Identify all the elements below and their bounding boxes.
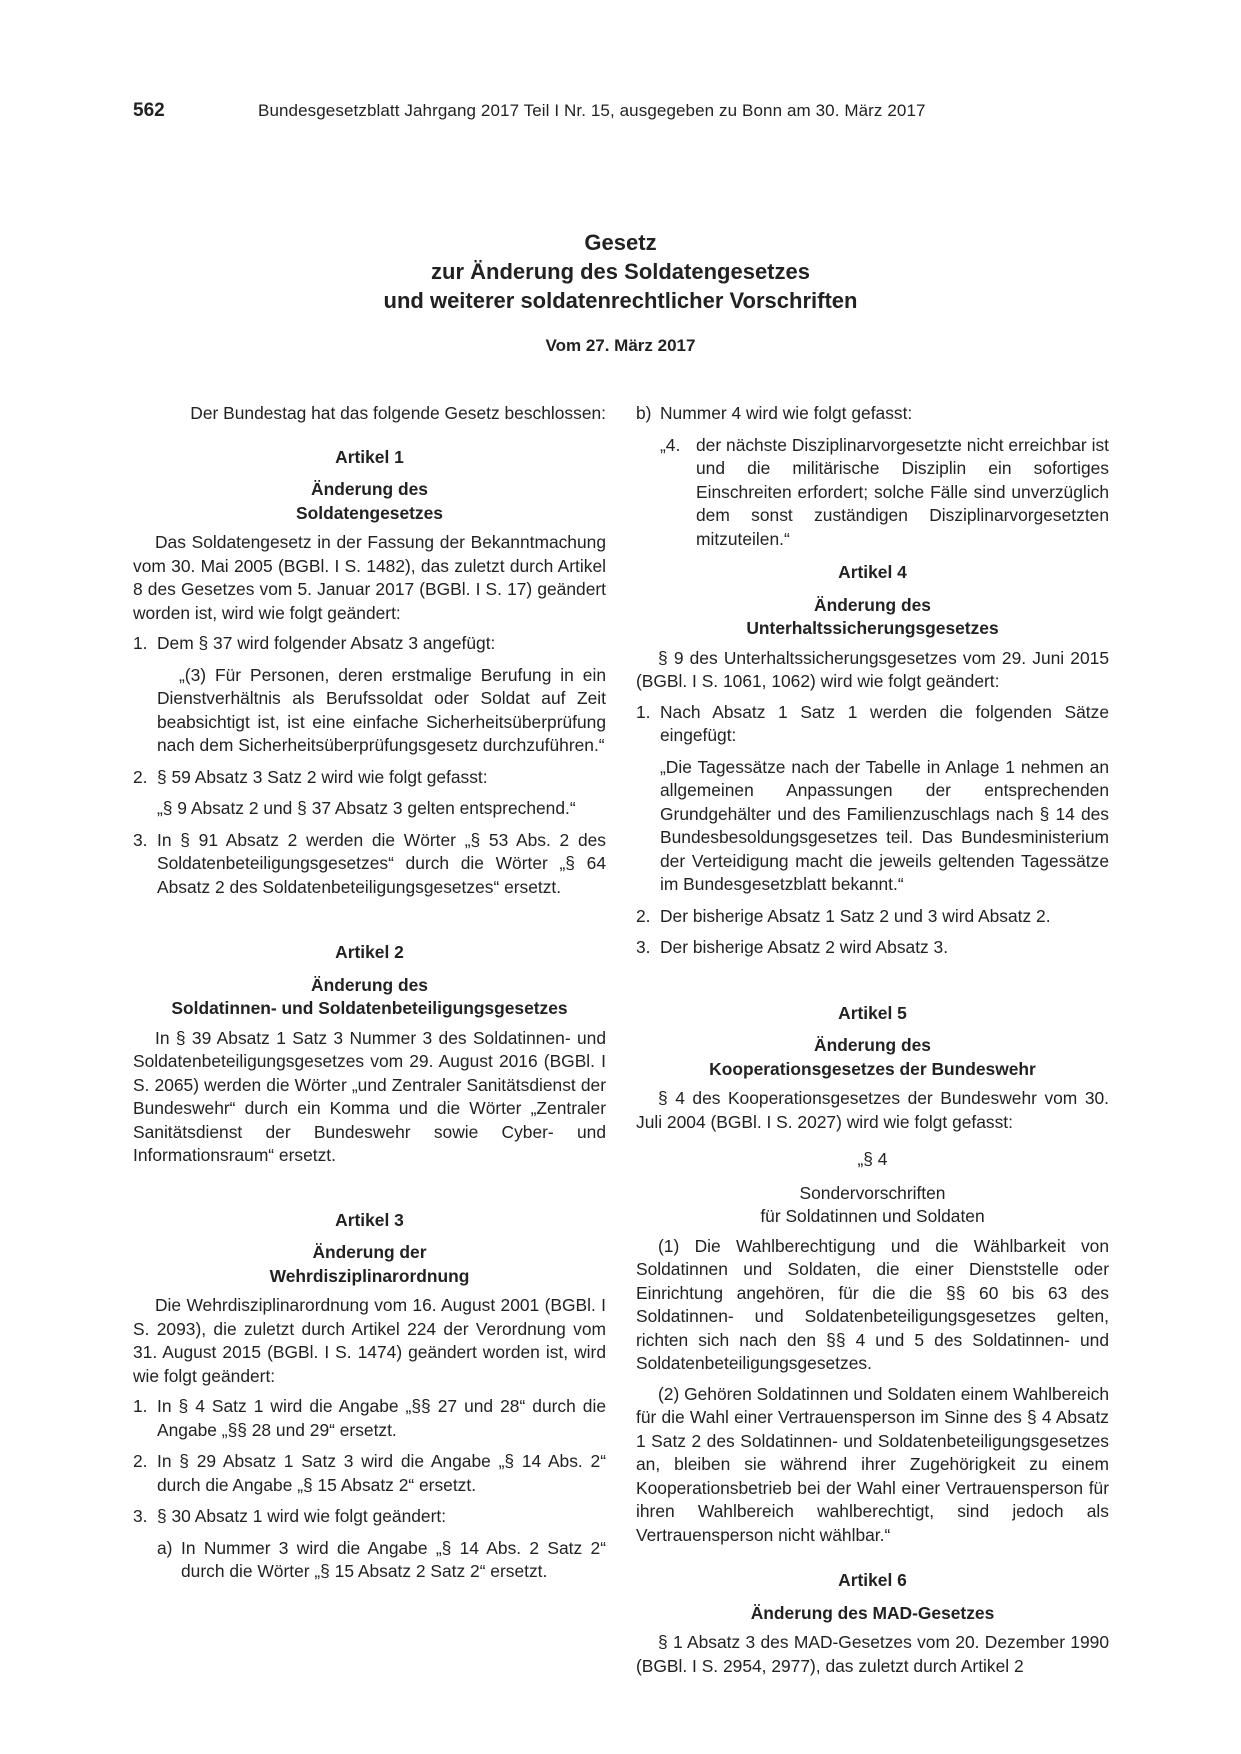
article-4-text: § 9 des Unterhaltssicherungsgesetzes vom 29. Juni 2015 (BGBl. I S. 1061, 1062) wird wie folgt geändert: [636, 647, 1109, 691]
list-item [133, 1450, 606, 1497]
article-3-text: Die Wehrdisziplinarordnung vom 16. August 2001 (BGBl. I S. 2093), die zuletzt durch Artikel 224 der Verordnung vom 31. August 2015 (BGBl. I S. 1474) geändert worden ist, wird wie folgt geändert: [133, 1295, 606, 1386]
list-item [133, 829, 606, 900]
list-item [133, 766, 606, 790]
title-line-2: zur Änderung des Soldatengesetzes [431, 259, 810, 284]
list-item [636, 905, 1109, 929]
item-number: 2. [636, 905, 651, 926]
item-number: 1. [133, 1396, 148, 1416]
quoted-text: „(3) Für Personen, deren erstmalige Berufung in ein Dienstverhältnis als Berufssoldat oder Soldat auf Zeit beabsichtigt ist, ist eine einfache Sicherheitsüberprüfung nach dem Sicherheitsüberprüfungsgesetz durchzuführen.“ [157, 664, 606, 755]
item-text: § 30 Absatz 1 wird wie folgt geändert: [157, 1506, 447, 1526]
paragraph-title-2: für Soldatinnen und Soldaten [760, 1206, 985, 1226]
article-2-subtitle-2: Soldatinnen- und Soldatenbeteiligungsgesetzes [171, 998, 568, 1018]
article-5-subtitle-2: Kooperationsgesetzes der Bundeswehr [709, 1058, 1036, 1079]
subitem-text: Nummer 4 wird wie folgt gefasst: [660, 403, 913, 423]
list-item [133, 632, 606, 656]
item-text: Nach Absatz 1 Satz 1 werden die folgenden Sätze eingefügt: [660, 701, 1109, 745]
article-5-heading: Artikel 5 [838, 1002, 907, 1023]
quoted-item-text: der nächste Disziplinarvorgesetzte nicht erreichbar ist und die militärische Disziplin ein sofortiges Einschreiten erfordert; solche Fälle sind unverzüglich dem sonst zuständigen Disziplinarvorgesetzten mitzuteilen.“ [696, 434, 1109, 549]
running-header: Bundesgesetzblatt Jahrgang 2017 Teil I Nr. 15, ausgegeben zu Bonn am 30. März 2017 [258, 101, 926, 120]
sub-list-item [157, 1537, 606, 1584]
article-4-subtitle-1: Änderung des [814, 594, 931, 615]
item-number: 3. [636, 937, 651, 957]
item-text: In § 91 Absatz 2 werden die Wörter „§ 53 Abs. 2 des Soldatenbeteiligungsgesetzes“ durch die Wörter „§ 64 Absatz 2 des Soldatenbeteiligungsgesetzes“ ersetzt. [157, 829, 606, 897]
subitem-letter: a) [157, 1537, 173, 1558]
article-2-text: In § 39 Absatz 1 Satz 3 Nummer 3 des Soldatinnen- und Soldatenbeteiligungsgesetzes vom 29. August 2016 (BGBl. I S. 2065) werden die Wörter „und Zentraler Sanitätsdienst der Bundeswehr“ durch ein Komma und die Wörter „Zentraler Sanitätsdienst der Bundeswehr sowie Cyber- und Informationsraum“ ersetzt. [133, 1027, 606, 1165]
list-item [636, 701, 1109, 748]
item-number: 3. [133, 829, 148, 850]
article-4-subtitle-2: Unterhaltssicherungsgesetzes [746, 618, 999, 638]
item-text: Der bisherige Absatz 2 wird Absatz 3. [660, 937, 949, 957]
article-2-heading: Artikel 2 [335, 942, 404, 962]
item-number: 2. [133, 766, 148, 787]
article-4-heading: Artikel 4 [838, 562, 907, 582]
law-date: Vom 27. März 2017 [545, 336, 696, 355]
article-2-subtitle-1: Änderung des [311, 974, 428, 995]
list-item [133, 1395, 606, 1442]
paragraph-number: „§ 4 [857, 1149, 888, 1169]
sub-list-item [636, 402, 1109, 426]
quoted-text: „Die Tagessätze nach der Tabelle in Anlage 1 nehmen an allgemeinen Anpassungen der entsprechenden Grundgehälter und des Familienzuschlags nach § 14 des Bundesbesoldungsgesetzes teil. Das Bundesministerium der Verteidigung macht die jeweils geltenden Tagessätze im Bundesgesetzblatt bekannt.“ [660, 756, 1109, 894]
left-column [133, 402, 606, 1592]
law-title [0, 228, 1241, 315]
intro-text: Der Bundestag hat das folgende Gesetz beschlossen: [190, 403, 606, 423]
item-text: In § 4 Satz 1 wird die Angabe „§§ 27 und 28“ durch die Angabe „§§ 28 und 29“ ersetzt. [157, 1396, 606, 1440]
article-6-heading: Artikel 6 [838, 1570, 907, 1590]
quoted-item [660, 434, 1109, 552]
article-6-subtitle: Änderung des MAD-Gesetzes [750, 1602, 995, 1623]
item-text: § 59 Absatz 3 Satz 2 wird wie folgt gefasst: [157, 766, 488, 787]
item-text: Dem § 37 wird folgender Absatz 3 angefügt: [157, 633, 496, 653]
subitem-text: In Nummer 3 wird die Angabe „§ 14 Abs. 2 Satz 2“ durch die Wörter „§ 15 Absatz 2 Satz 2“ ersetzt. [181, 1537, 606, 1581]
paragraph-title-1: Sondervorschriften [799, 1182, 946, 1203]
article-1-subtitle-2: Soldatengesetzes [296, 502, 443, 523]
article-3-subtitle-1: Änderung der [312, 1242, 427, 1262]
article-3-heading: Artikel 3 [335, 1209, 404, 1230]
article-3-subtitle-2: Wehrdisziplinarordnung [269, 1265, 470, 1286]
paragraph-section-2: (2) Gehören Soldatinnen und Soldaten einem Wahlbereich für die Wahl einer Vertrauensperson im Sinne des § 4 Absatz 1 Satz 2 des Soldatinnen- und Soldatenbeteiligungsgesetzes an, bleiben sie während ihrer Zugehörigkeit zu einem Kooperationsbetrieb bei der Wahl einer Vertrauensperson für ihren Wahlbereich wahlberechtigt, sind jedoch als Vertrauensperson nicht wählbar.“ [636, 1383, 1109, 1545]
page-number: 562 [133, 100, 165, 121]
paragraph-section-1: (1) Die Wahlberechtigung und die Wählbarkeit von Soldatinnen und Soldaten, die einer Dienststelle oder Einrichtung angehören, für die die §§ 60 bis 63 des Soldatinnen- und Soldatenbeteiligungsgesetzes gelten, richten sich nach den §§ 4 und 5 des Soldatinnen- und Soldatenbeteiligungsgesetzes. [636, 1235, 1109, 1373]
item-number: 1. [133, 633, 148, 653]
right-column [636, 402, 1109, 1685]
list-item [636, 936, 1109, 960]
article-1-subtitle-1: Änderung des [311, 479, 428, 499]
item-text: In § 29 Absatz 1 Satz 3 wird die Angabe „§ 14 Abs. 2“ durch die Angabe „§ 15 Absatz 2“ ersetzt. [157, 1451, 606, 1495]
item-text: Der bisherige Absatz 1 Satz 2 und 3 wird Absatz 2. [660, 905, 1051, 926]
quoted-item-number: „4. [660, 434, 681, 455]
article-6-text: § 1 Absatz 3 des MAD-Gesetzes vom 20. Dezember 1990 (BGBl. I S. 2954, 2977), das zuletzt durch Artikel 2 [636, 1632, 1109, 1676]
subitem-letter: b) [636, 403, 652, 423]
article-5-subtitle-1: Änderung des [814, 1035, 931, 1055]
article-5-text: § 4 des Kooperationsgesetzes der Bundeswehr vom 30. Juli 2004 (BGBl. I S. 2027) wird wie folgt gefasst: [636, 1088, 1109, 1132]
article-1-text: Das Soldatengesetz in der Fassung der Bekanntmachung vom 30. Mai 2005 (BGBl. I S. 1482), das zuletzt durch Artikel 8 des Gesetzes vom 5. Januar 2017 (BGBl. I S. 17) geändert worden ist, wird wie folgt geändert: [133, 532, 606, 623]
title-line-3: und weiterer soldatenrechtlicher Vorschriften [383, 288, 858, 313]
item-number: 3. [133, 1506, 148, 1526]
item-number: 1. [636, 701, 651, 722]
item-number: 2. [133, 1451, 148, 1471]
article-1-heading: Artikel 1 [335, 446, 404, 467]
title-line-1: Gesetz [584, 230, 657, 255]
quoted-text: „§ 9 Absatz 2 und § 37 Absatz 3 gelten entsprechend.“ [157, 798, 576, 818]
list-item [133, 1505, 606, 1529]
